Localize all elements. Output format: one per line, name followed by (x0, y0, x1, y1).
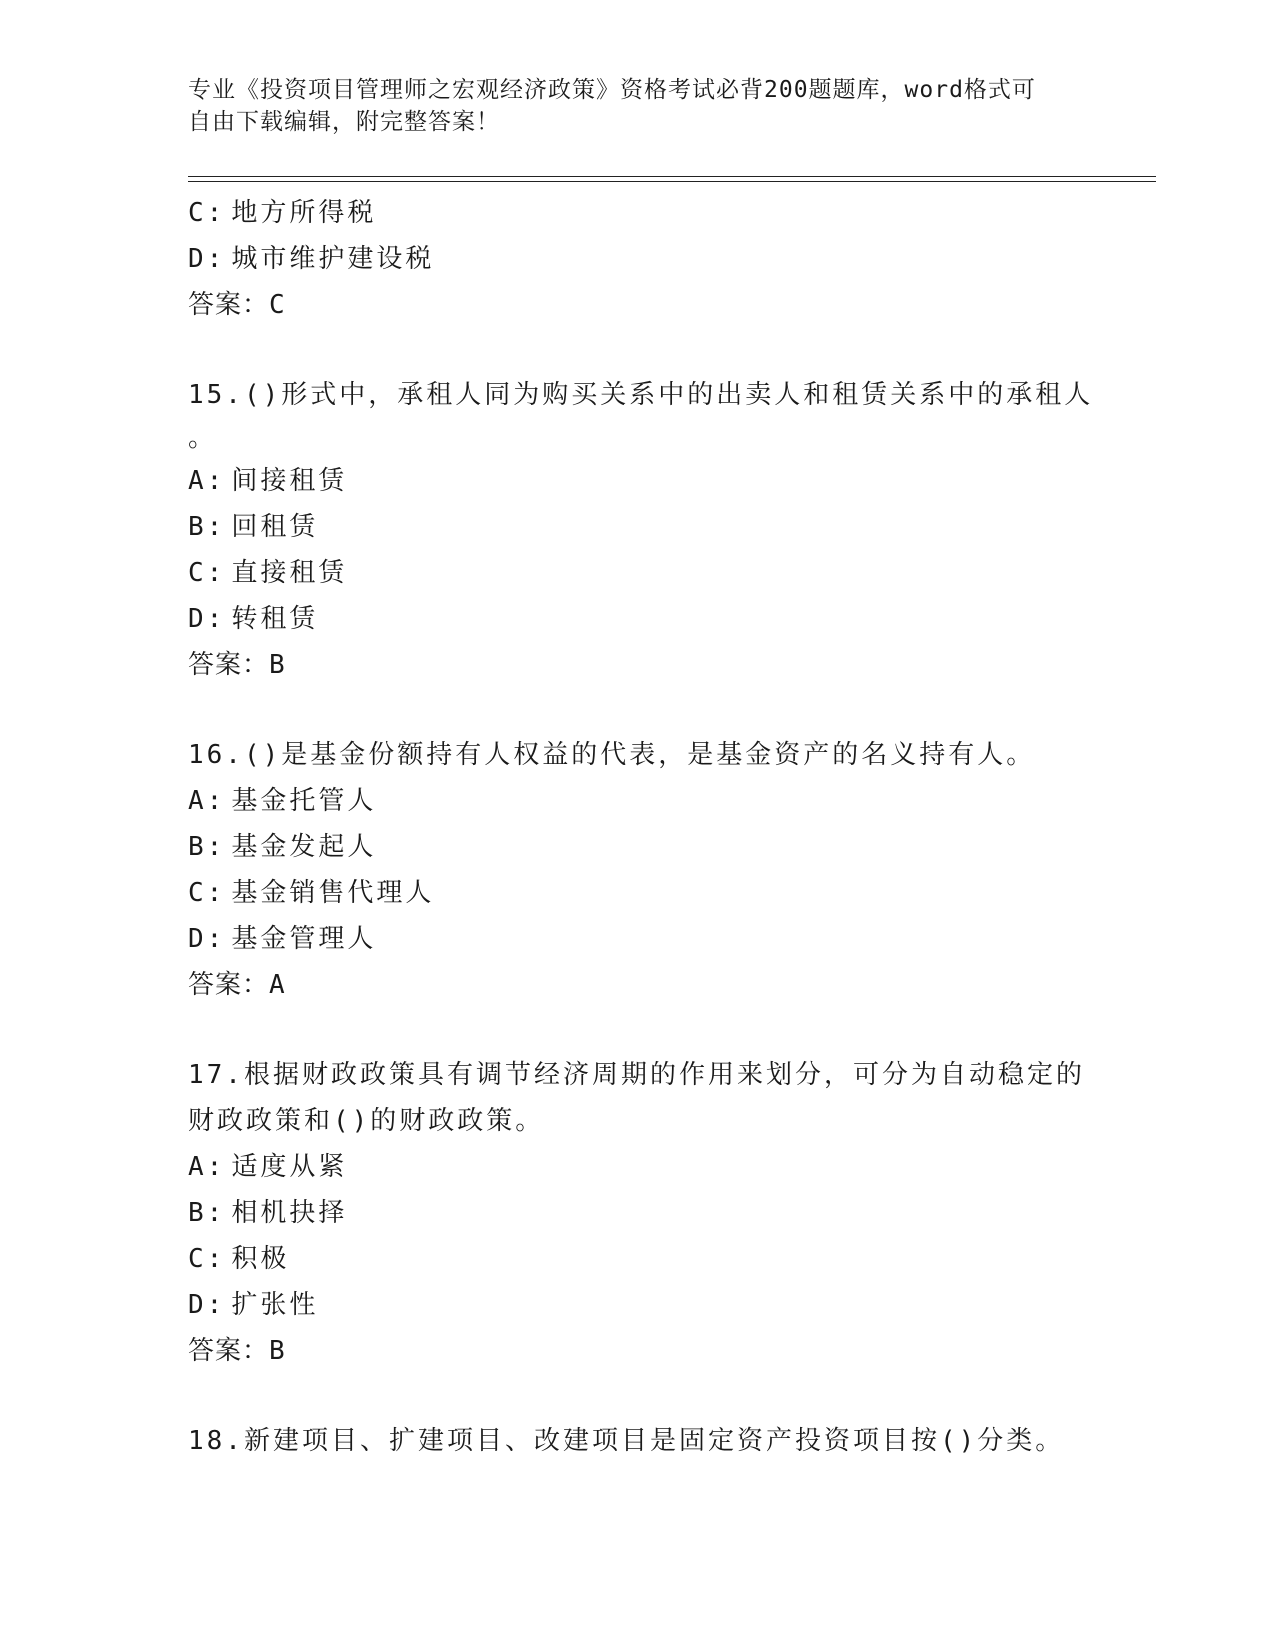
option-text: 转租赁 (231, 604, 319, 634)
question-15 (188, 372, 1094, 688)
question-stem-continuation: 。 (188, 423, 218, 453)
answer-line (188, 282, 1088, 328)
answer-value: C (269, 290, 286, 320)
option-b (188, 1190, 1088, 1236)
option-d (188, 236, 1088, 282)
option-letter: C: (188, 558, 226, 588)
header-divider-top (188, 176, 1156, 177)
option-letter: D: (188, 244, 226, 274)
spacer (188, 1008, 1088, 1052)
option-c (188, 550, 1088, 596)
answer-label: 答案： (188, 650, 270, 680)
option-d (188, 1282, 1088, 1328)
option-text: 基金销售代理人 (231, 878, 435, 908)
header-divider-bottom (188, 181, 1156, 182)
question-list (188, 190, 1094, 1464)
answer-line (188, 962, 1088, 1008)
question-18 (188, 1418, 1088, 1464)
question-stem: 15.()形式中，承租人同为购买关系中的出卖人和租赁关系中的承租人 (188, 380, 1094, 410)
spacer (188, 688, 1088, 732)
option-letter: D: (188, 924, 226, 954)
option-letter: A: (188, 466, 226, 496)
option-text: 地方所得税 (231, 198, 377, 228)
option-d (188, 596, 1088, 642)
question-17 (188, 1052, 1088, 1374)
header-title-line-2: 自由下载编辑，附完整答案！ (188, 109, 500, 135)
option-letter: A: (188, 786, 226, 816)
option-b (188, 824, 1088, 870)
option-letter: B: (188, 832, 226, 862)
option-letter: D: (188, 604, 226, 634)
option-a (188, 458, 1088, 504)
option-letter: B: (188, 1198, 226, 1228)
option-text: 相机抉择 (231, 1198, 348, 1228)
option-letter: C: (188, 878, 226, 908)
answer-line (188, 642, 1088, 688)
option-text: 基金管理人 (231, 924, 377, 954)
answer-value: B (269, 650, 286, 680)
option-a (188, 778, 1088, 824)
option-text: 扩张性 (231, 1290, 319, 1320)
option-text: 基金托管人 (231, 786, 377, 816)
option-c (188, 870, 1088, 916)
answer-label: 答案： (188, 1336, 270, 1366)
option-c (188, 1236, 1088, 1282)
option-text: 基金发起人 (231, 832, 377, 862)
option-letter: B: (188, 512, 226, 542)
option-text: 积极 (231, 1244, 290, 1274)
answer-value: B (269, 1336, 286, 1366)
option-text: 回租赁 (231, 512, 319, 542)
option-d (188, 916, 1088, 962)
option-text: 直接租赁 (231, 558, 348, 588)
option-letter: A: (188, 1152, 226, 1182)
option-text: 城市维护建设税 (231, 244, 435, 274)
page-header (188, 74, 1088, 138)
option-b (188, 504, 1088, 550)
answer-label: 答案： (188, 970, 270, 1000)
option-c (188, 190, 1088, 236)
option-letter: C: (188, 198, 226, 228)
spacer (188, 328, 1088, 372)
question-stem: 17.根据财政政策具有调节经济周期的作用来划分，可分为自动稳定的 (188, 1060, 1085, 1090)
option-letter: D: (188, 1290, 226, 1320)
answer-line (188, 1328, 1088, 1374)
option-text: 间接租赁 (231, 466, 348, 496)
header-title-line-1: 专业《投资项目管理师之宏观经济政策》资格考试必背200题题库，word格式可 (188, 77, 1036, 103)
question-stem-continuation: 财政政策和()的财政政策。 (188, 1106, 545, 1136)
question-stem: 16.()是基金份额持有人权益的代表，是基金资产的名义持有人。 (188, 740, 1036, 770)
answer-label: 答案： (188, 290, 270, 320)
question-stem: 18.新建项目、扩建项目、改建项目是固定资产投资项目按()分类。 (188, 1426, 1065, 1456)
option-text: 适度从紧 (231, 1152, 348, 1182)
spacer (188, 1374, 1088, 1418)
option-a (188, 1144, 1088, 1190)
option-letter: C: (188, 1244, 226, 1274)
question-14-tail (188, 190, 1088, 328)
question-16 (188, 732, 1088, 1008)
answer-value: A (269, 970, 286, 1000)
